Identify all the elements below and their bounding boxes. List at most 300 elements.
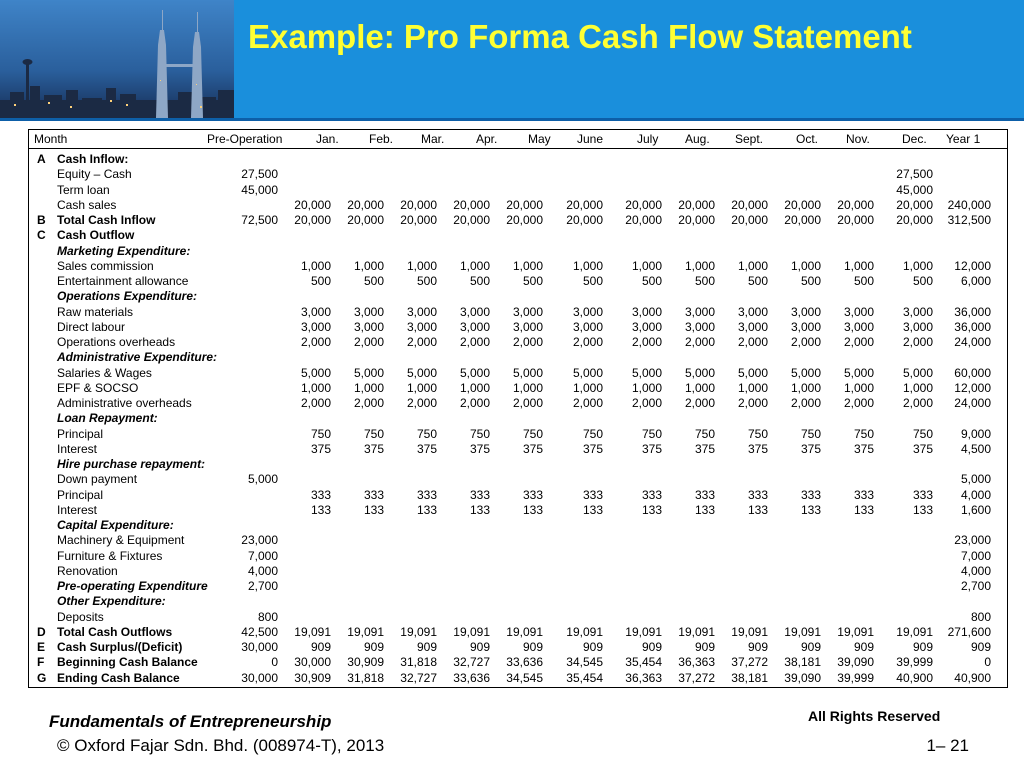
month-cell: 27,500	[896, 167, 933, 182]
month-cell: 34,545	[506, 670, 543, 685]
month-cell: 133	[747, 502, 768, 517]
month-cell: 5,000	[512, 365, 543, 380]
year-total-cell: 60,000	[954, 365, 991, 380]
pre-operation-cell: 7,000	[247, 548, 278, 563]
column-header: Sept.	[735, 132, 764, 146]
column-header: Oct.	[796, 132, 819, 146]
month-cell: 2,000	[902, 335, 933, 349]
header-divider	[0, 118, 1024, 121]
month-cell: 30,909	[294, 670, 331, 685]
month-cell: 133	[310, 502, 331, 517]
month-cell: 37,272	[678, 670, 715, 685]
month-cell: 909	[800, 640, 821, 654]
month-cell: 33,636	[453, 670, 490, 685]
month-cell: 133	[363, 502, 384, 517]
month-cell: 909	[310, 640, 331, 654]
row-label: Beginning Cash Balance	[57, 655, 198, 670]
column-header: Apr.	[476, 132, 498, 146]
month-cell: 750	[363, 426, 384, 441]
month-cell: 750	[641, 426, 662, 441]
month-cell: 1,000	[631, 380, 662, 395]
row-label: Capital Expenditure:	[57, 518, 174, 532]
month-cell: 2,000	[572, 335, 603, 349]
month-cell: 19,091	[837, 624, 874, 639]
month-cell: 20,000	[347, 213, 384, 227]
month-cell: 333	[469, 487, 490, 502]
month-cell: 2,000	[406, 335, 437, 349]
month-cell: 750	[522, 426, 543, 441]
column-header: Aug.	[685, 132, 710, 146]
row-code: E	[37, 640, 46, 654]
month-cell: 2,000	[406, 396, 437, 410]
year-total-cell: 240,000	[947, 197, 991, 212]
month-cell: 20,000	[837, 197, 874, 212]
month-cell: 20,000	[400, 213, 437, 227]
month-cell: 5,000	[406, 365, 437, 380]
month-cell: 20,000	[625, 213, 662, 227]
month-cell: 36,363	[625, 670, 662, 685]
column-header: Year 1	[946, 132, 981, 146]
month-cell: 375	[363, 441, 384, 456]
row-label: Interest	[57, 502, 98, 517]
month-cell: 750	[853, 426, 874, 441]
month-cell: 5,000	[572, 365, 603, 380]
column-header: Dec.	[902, 132, 927, 146]
month-cell: 375	[853, 441, 874, 456]
footer-rights: All Rights Reserved	[808, 708, 941, 724]
year-total-cell: 23,000	[954, 533, 991, 548]
month-cell: 19,091	[896, 624, 933, 639]
year-total-cell: 909	[970, 640, 991, 654]
pre-operation-cell: 42,500	[241, 624, 278, 639]
month-cell: 20,000	[625, 197, 662, 212]
month-cell: 750	[310, 426, 331, 441]
row-label: Entertainment allowance	[57, 274, 189, 288]
year-total-cell: 9,000	[960, 426, 991, 441]
month-cell: 3,000	[843, 304, 874, 319]
month-cell: 5,000	[684, 365, 715, 380]
row-code: G	[37, 670, 47, 685]
month-cell: 909	[641, 640, 662, 654]
month-cell: 1,000	[406, 380, 437, 395]
column-header: Jan.	[316, 132, 339, 146]
month-cell: 3,000	[572, 304, 603, 319]
month-cell: 1,000	[902, 380, 933, 395]
year-total-cell: 6,000	[960, 274, 991, 288]
month-cell: 2,000	[902, 396, 933, 410]
month-cell: 1,000	[737, 380, 768, 395]
year-total-cell: 312,500	[947, 213, 991, 227]
month-cell: 20,000	[896, 213, 933, 227]
month-cell: 750	[747, 426, 768, 441]
month-cell: 3,000	[459, 304, 490, 319]
month-cell: 1,000	[459, 380, 490, 395]
month-cell: 2,000	[684, 335, 715, 349]
month-cell: 20,000	[506, 197, 543, 212]
row-code: D	[37, 624, 46, 639]
month-cell: 39,090	[784, 670, 821, 685]
month-cell: 19,091	[625, 624, 662, 639]
month-cell: 375	[522, 441, 543, 456]
month-cell: 750	[469, 426, 490, 441]
row-label: Administrative Expenditure:	[57, 350, 218, 365]
month-cell: 375	[416, 441, 437, 456]
month-cell: 3,000	[406, 319, 437, 334]
month-cell: 32,727	[453, 655, 490, 670]
month-cell: 5,000	[353, 365, 384, 380]
month-cell: 20,000	[896, 197, 933, 212]
row-label: Term loan	[57, 182, 110, 197]
month-cell: 20,000	[400, 197, 437, 212]
row-label: Cash Outflow	[57, 228, 135, 243]
month-cell: 375	[800, 441, 821, 456]
month-cell: 133	[800, 502, 821, 517]
month-cell: 40,900	[896, 670, 933, 685]
pre-operation-cell: 27,500	[241, 167, 278, 182]
row-label: Operations Expenditure:	[57, 289, 198, 304]
month-cell: 30,000	[294, 655, 331, 670]
month-cell: 133	[853, 502, 874, 517]
row-label: Direct labour	[57, 319, 126, 334]
row-label: Operations overheads	[57, 335, 176, 349]
year-total-cell: 12,000	[954, 380, 991, 395]
month-cell: 20,000	[731, 213, 768, 227]
pre-operation-cell: 30,000	[241, 670, 278, 685]
month-cell: 333	[310, 487, 331, 502]
month-cell: 1,000	[353, 380, 384, 395]
month-cell: 909	[416, 640, 437, 654]
month-cell: 31,818	[347, 670, 384, 685]
month-cell: 2,000	[300, 396, 331, 410]
month-cell: 1,000	[459, 258, 490, 273]
page-number: 1– 21	[926, 736, 969, 755]
month-cell: 909	[694, 640, 715, 654]
month-cell: 3,000	[684, 319, 715, 334]
month-cell: 909	[363, 640, 384, 654]
month-cell: 1,000	[512, 258, 543, 273]
month-cell: 1,000	[572, 258, 603, 273]
month-cell: 3,000	[353, 304, 384, 319]
month-cell: 500	[469, 274, 490, 288]
month-cell: 500	[363, 274, 384, 288]
month-cell: 19,091	[678, 624, 715, 639]
month-cell: 500	[522, 274, 543, 288]
month-cell: 38,181	[731, 670, 768, 685]
month-cell: 5,000	[459, 365, 490, 380]
year-total-cell: 36,000	[954, 319, 991, 334]
pre-operation-cell: 72,500	[241, 213, 278, 227]
cash-flow-table	[28, 129, 1008, 688]
row-code: F	[37, 655, 45, 670]
month-cell: 19,091	[506, 624, 543, 639]
month-cell: 375	[694, 441, 715, 456]
year-total-cell: 4,000	[960, 487, 991, 502]
row-label: Other Expenditure:	[57, 594, 166, 609]
month-cell: 36,363	[678, 655, 715, 670]
row-label: Total Cash Inflow	[57, 213, 156, 227]
year-total-cell: 36,000	[954, 304, 991, 319]
month-cell: 3,000	[902, 304, 933, 319]
month-cell: 1,000	[684, 258, 715, 273]
month-cell: 2,000	[790, 335, 821, 349]
month-cell: 5,000	[631, 365, 662, 380]
month-cell: 20,000	[678, 213, 715, 227]
column-header: Feb.	[369, 132, 394, 146]
month-cell: 19,091	[731, 624, 768, 639]
row-label: Principal	[57, 487, 104, 502]
month-cell: 39,999	[896, 655, 933, 670]
row-label: Loan Repayment:	[57, 411, 158, 426]
row-label: Sales commission	[57, 258, 154, 273]
footer-copyright: © Oxford Fajar Sdn. Bhd. (008974-T), 2013	[57, 736, 385, 755]
month-cell: 3,000	[406, 304, 437, 319]
month-cell: 1,000	[406, 258, 437, 273]
month-cell: 19,091	[294, 624, 331, 639]
month-cell: 2,000	[512, 335, 543, 349]
month-cell: 3,000	[684, 304, 715, 319]
year-total-cell: 0	[984, 655, 991, 670]
month-cell: 500	[694, 274, 715, 288]
month-cell: 909	[853, 640, 874, 654]
month-cell: 20,000	[784, 213, 821, 227]
row-label: Ending Cash Balance	[57, 670, 180, 685]
year-total-cell: 5,000	[960, 472, 991, 487]
month-cell: 2,000	[843, 396, 874, 410]
year-total-cell: 271,600	[947, 624, 991, 639]
month-cell: 2,000	[737, 396, 768, 410]
month-cell: 20,000	[347, 197, 384, 212]
row-label: Cash Inflow:	[57, 152, 129, 166]
month-cell: 750	[416, 426, 437, 441]
month-cell: 750	[800, 426, 821, 441]
month-cell: 2,000	[631, 335, 662, 349]
header-divider-line	[29, 148, 1007, 149]
month-cell: 133	[469, 502, 490, 517]
column-header: Pre-Operation	[207, 132, 283, 146]
month-cell: 20,000	[453, 197, 490, 212]
month-cell: 1,000	[790, 380, 821, 395]
month-cell: 133	[582, 502, 603, 517]
month-cell: 20,000	[566, 197, 603, 212]
row-label: Administrative overheads	[57, 396, 192, 410]
row-label: Cash Surplus/(Deficit)	[57, 640, 183, 654]
month-cell: 20,000	[294, 213, 331, 227]
month-cell: 2,000	[459, 396, 490, 410]
month-cell: 3,000	[512, 319, 543, 334]
month-cell: 3,000	[512, 304, 543, 319]
month-cell: 909	[747, 640, 768, 654]
row-code: C	[37, 228, 46, 243]
column-header: Month	[34, 132, 68, 146]
month-cell: 3,000	[353, 319, 384, 334]
month-cell: 333	[800, 487, 821, 502]
month-cell: 500	[416, 274, 437, 288]
month-cell: 333	[912, 487, 933, 502]
column-header: May	[528, 132, 551, 146]
row-label: Principal	[57, 426, 104, 441]
month-cell: 750	[694, 426, 715, 441]
month-cell: 909	[582, 640, 603, 654]
month-cell: 750	[582, 426, 603, 441]
year-total-cell: 2,700	[960, 579, 991, 593]
year-total-cell: 800	[970, 609, 991, 624]
month-cell: 45,000	[896, 182, 933, 197]
year-total-cell: 7,000	[960, 548, 991, 563]
month-cell: 500	[853, 274, 874, 288]
month-cell: 1,000	[843, 380, 874, 395]
month-cell: 133	[641, 502, 662, 517]
pre-operation-cell: 45,000	[241, 182, 278, 197]
month-cell: 909	[912, 640, 933, 654]
row-label: Machinery & Equipment	[57, 533, 185, 548]
month-cell: 3,000	[737, 319, 768, 334]
month-cell: 375	[641, 441, 662, 456]
month-cell: 2,000	[459, 335, 490, 349]
month-cell: 375	[582, 441, 603, 456]
row-label: Total Cash Outflows	[57, 624, 173, 639]
month-cell: 19,091	[784, 624, 821, 639]
month-cell: 2,000	[684, 396, 715, 410]
city-skyline-image	[0, 0, 234, 118]
row-label: Salaries & Wages	[57, 365, 152, 380]
month-cell: 750	[912, 426, 933, 441]
column-header: July	[637, 132, 659, 146]
month-cell: 375	[310, 441, 331, 456]
month-cell: 500	[582, 274, 603, 288]
month-cell: 3,000	[572, 319, 603, 334]
month-cell: 3,000	[737, 304, 768, 319]
month-cell: 19,091	[453, 624, 490, 639]
month-cell: 500	[747, 274, 768, 288]
row-label: Raw materials	[57, 304, 134, 319]
month-cell: 20,000	[678, 197, 715, 212]
row-label: Marketing Expenditure:	[57, 243, 191, 258]
month-cell: 20,000	[453, 213, 490, 227]
row-label: EPF & SOCSO	[57, 380, 139, 395]
month-cell: 1,000	[843, 258, 874, 273]
month-cell: 133	[912, 502, 933, 517]
year-total-cell: 1,600	[960, 502, 991, 517]
month-cell: 37,272	[731, 655, 768, 670]
month-cell: 3,000	[843, 319, 874, 334]
header-bar	[0, 0, 1024, 118]
month-cell: 1,000	[300, 380, 331, 395]
month-cell: 3,000	[790, 319, 821, 334]
month-cell: 32,727	[400, 670, 437, 685]
year-total-cell: 4,000	[960, 563, 991, 578]
month-cell: 3,000	[902, 319, 933, 334]
pre-operation-cell: 800	[257, 609, 278, 624]
month-cell: 1,000	[300, 258, 331, 273]
row-label: Furniture & Fixtures	[57, 548, 163, 563]
row-label: Hire purchase repayment:	[57, 457, 206, 471]
row-code: A	[37, 152, 46, 166]
year-total-cell: 4,500	[960, 441, 991, 456]
month-cell: 19,091	[400, 624, 437, 639]
row-label: Deposits	[57, 609, 104, 624]
month-cell: 333	[641, 487, 662, 502]
pre-operation-cell: 4,000	[247, 563, 278, 578]
year-total-cell: 24,000	[954, 396, 991, 410]
month-cell: 333	[416, 487, 437, 502]
month-cell: 19,091	[347, 624, 384, 639]
row-code: B	[37, 213, 46, 227]
month-cell: 1,000	[790, 258, 821, 273]
month-cell: 2,000	[353, 335, 384, 349]
row-label: Down payment	[57, 472, 138, 487]
month-cell: 2,000	[512, 396, 543, 410]
month-cell: 3,000	[790, 304, 821, 319]
month-cell: 33,636	[506, 655, 543, 670]
month-cell: 38,181	[784, 655, 821, 670]
month-cell: 333	[363, 487, 384, 502]
month-cell: 500	[310, 274, 331, 288]
month-cell: 2,000	[790, 396, 821, 410]
month-cell: 2,000	[572, 396, 603, 410]
month-cell: 1,000	[737, 258, 768, 273]
month-cell: 375	[469, 441, 490, 456]
row-label: Cash sales	[57, 197, 117, 212]
month-cell: 3,000	[300, 304, 331, 319]
column-header: Nov.	[846, 132, 870, 146]
column-header: June	[577, 132, 604, 146]
month-cell: 2,000	[737, 335, 768, 349]
month-cell: 2,000	[843, 335, 874, 349]
pre-operation-cell: 2,700	[247, 579, 278, 593]
month-cell: 3,000	[459, 319, 490, 334]
month-cell: 333	[747, 487, 768, 502]
month-cell: 1,000	[572, 380, 603, 395]
month-cell: 39,999	[837, 670, 874, 685]
month-cell: 20,000	[784, 197, 821, 212]
column-header: Mar.	[421, 132, 445, 146]
month-cell: 20,000	[837, 213, 874, 227]
month-cell: 333	[522, 487, 543, 502]
month-cell: 1,000	[353, 258, 384, 273]
month-cell: 1,000	[684, 380, 715, 395]
footer-book-title: Fundamentals of Entrepreneurship	[49, 712, 332, 731]
month-cell: 34,545	[566, 655, 603, 670]
month-cell: 3,000	[631, 304, 662, 319]
month-cell: 20,000	[731, 197, 768, 212]
row-label: Interest	[57, 441, 98, 456]
month-cell: 500	[800, 274, 821, 288]
month-cell: 133	[694, 502, 715, 517]
month-cell: 5,000	[737, 365, 768, 380]
month-cell: 20,000	[506, 213, 543, 227]
month-cell: 1,000	[512, 380, 543, 395]
year-total-cell: 40,900	[954, 670, 991, 685]
month-cell: 39,090	[837, 655, 874, 670]
row-label: Renovation	[57, 563, 118, 578]
month-cell: 333	[582, 487, 603, 502]
month-cell: 2,000	[631, 396, 662, 410]
row-label: Pre-operating Expenditure	[57, 579, 208, 593]
month-cell: 30,909	[347, 655, 384, 670]
year-total-cell: 24,000	[954, 335, 991, 349]
month-cell: 500	[912, 274, 933, 288]
pre-operation-cell: 5,000	[247, 472, 278, 487]
month-cell: 35,454	[566, 670, 603, 685]
month-cell: 909	[469, 640, 490, 654]
month-cell: 31,818	[400, 655, 437, 670]
month-cell: 5,000	[790, 365, 821, 380]
month-cell: 375	[912, 441, 933, 456]
pre-operation-cell: 30,000	[241, 640, 278, 654]
month-cell: 333	[853, 487, 874, 502]
month-cell: 3,000	[631, 319, 662, 334]
month-cell: 20,000	[294, 197, 331, 212]
